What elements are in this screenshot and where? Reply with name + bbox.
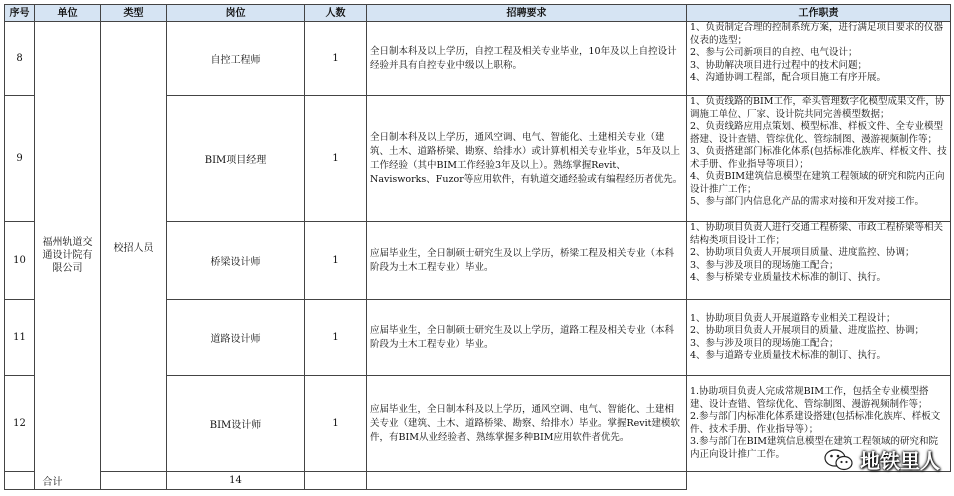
duty-line: 2、负责线路应用点策划、模型标准、样板文件、全专业模型搭建、设计查错、管综优化、管综制图、漫游视频制作等； (690, 121, 944, 145)
duty-line: 3、参与涉及项目的现场施工配合； (690, 337, 839, 349)
seq-cell: 9 (5, 96, 35, 222)
header-requirements: 招聘要求 (367, 5, 687, 22)
duty-line: 1、协助项目负责人开展道路专业相关工程设计； (690, 312, 896, 324)
duty-line: 4、参与桥梁专业质量技术标准的制订、执行。 (690, 272, 887, 283)
wechat-icon (824, 448, 854, 472)
watermark (824, 445, 940, 474)
header-row (5, 5, 951, 22)
position-cell: 自控工程师 (167, 22, 305, 96)
duty-line: 1、负责制定合理的控制系统方案，进行满足项目要求的仪器仪表的选型； (690, 22, 944, 46)
requirement-cell: 应届毕业生，全日制硕士研究生及以上学历，道路工程及相关专业（本科阶段为土木工程专业）毕业。 (367, 300, 687, 376)
duty-line: 4、参与道路专业质量技术标准的制订、执行。 (690, 350, 887, 361)
requirement-cell: 全日制本科及以上学历，通风空调、电气、智能化、土建相关专业（建筑、土木、道路桥梁、勘察、给排水）或计算机相关专业毕业，5年及以上工作经验（其中BIM工作经验3年及以上）。熟练掌握Revit、Navisworks、Fuzor等应用软件，有轨道交通经验或有编程经历者优先。 (367, 96, 687, 222)
duty-line: 1、协助项目负责人进行交通工程桥梁、市政工程桥梁等相关结构类项目设计工作； (690, 222, 944, 246)
total-row (5, 472, 951, 490)
watermark-text: 地铁里人 (860, 449, 940, 473)
position-cell: 道路设计师 (167, 300, 305, 376)
duty-line: 5、参与部门内信息化产品的需求对接和开发对接工作。 (690, 196, 925, 207)
duty-line: 2.参与部门内标准化体系建设搭建(包括标准化族库、样板文件、技术手册、作业指导等）； (690, 411, 941, 435)
count-cell: 1 (305, 376, 367, 472)
count-cell: 1 (305, 222, 367, 300)
header-seq: 序号 (5, 5, 35, 22)
duty-line: 1、负责线路的BIM工作，牵头管理数字化模型成果文件，协调施工单位、厂家、设计院共同完善模型数据； (690, 96, 945, 120)
duty-line: 3、协助解决项目进行过程中的技术问题； (690, 59, 868, 71)
duty-line: 3.参与部门在BIM建筑信息模型在建筑工程领域的研究和院内正向设计推广工作。 (690, 436, 939, 460)
count-cell: 1 (305, 22, 367, 96)
type-cell: 校招人员 (101, 22, 167, 472)
position-cell: BIM设计师 (167, 376, 305, 472)
requirement-cell: 应届毕业生，全日制本科及以上学历，通风空调、电气、智能化、土建相关专业（建筑、土木、道路桥梁、勘察、给排水）毕业。掌握Revit建模软件，有BIM从业经验者、熟练掌握多种BIM应用软件者优先。 (367, 376, 687, 472)
duty-line: 1.协助项目负责人完成常规BIM工作，包括全专业模型搭建、设计查错、管综优化、管综制图、漫游视频制作等； (690, 386, 929, 410)
seq-cell: 11 (5, 300, 35, 376)
unit-cell: 福州轨道交通设计院有限公司 (35, 22, 101, 490)
requirement-cell: 应届毕业生，全日制硕士研究生及以上学历，桥梁工程及相关专业（本科阶段为土木工程专业）毕业。 (367, 222, 687, 300)
count-cell: 1 (305, 300, 367, 376)
seq-cell: 10 (5, 222, 35, 300)
recruitment-table (4, 4, 951, 490)
header-count: 人数 (305, 5, 367, 22)
duty-line: 3、负责搭建部门标准化体系(包括标准化族库、样板文件、技术手册、作业指导等项目）； (690, 146, 947, 170)
total-count: 14 (167, 472, 305, 490)
count-cell: 1 (305, 96, 367, 222)
position-cell: 桥梁设计师 (167, 222, 305, 300)
table-row (5, 22, 951, 96)
duty-line: 3、参与涉及项目的现场施工配合； (690, 259, 839, 271)
duty-line: 2、协助项目负责人开展项目质量、进度监控、协调； (690, 247, 915, 258)
duties-cell (687, 300, 951, 376)
total-label: 合计 (5, 472, 101, 490)
seq-cell: 12 (5, 376, 35, 472)
header-position: 岗位 (167, 5, 305, 22)
duty-line: 4、负责BIM建筑信息模型在建筑工程领域的研究和院内正向设计推广工作； (690, 171, 945, 195)
total-spacer (101, 472, 167, 490)
duties-cell (687, 222, 951, 300)
duties-cell (687, 96, 951, 222)
header-type: 类型 (101, 5, 167, 22)
total-empty-req (305, 472, 367, 490)
duty-line: 2、协助项目负责人开展项目的质量、进度监控、协调； (690, 325, 925, 336)
position-cell: BIM项目经理 (167, 96, 305, 222)
duty-line: 2、参与公司新项目的自控、电气设计； (690, 47, 858, 58)
duty-line: 4、沟通协调工程部，配合项目施工有序开展。 (690, 72, 887, 83)
total-empty-duty (367, 472, 687, 490)
requirement-cell: 全日制本科及以上学历，自控工程及相关专业毕业，10年及以上自控设计经验并具有自控专业中级以上职称。 (367, 22, 687, 96)
header-duties: 工作职责 (687, 5, 951, 22)
seq-cell: 8 (5, 22, 35, 96)
duties-cell (687, 22, 951, 96)
header-unit: 单位 (35, 5, 101, 22)
